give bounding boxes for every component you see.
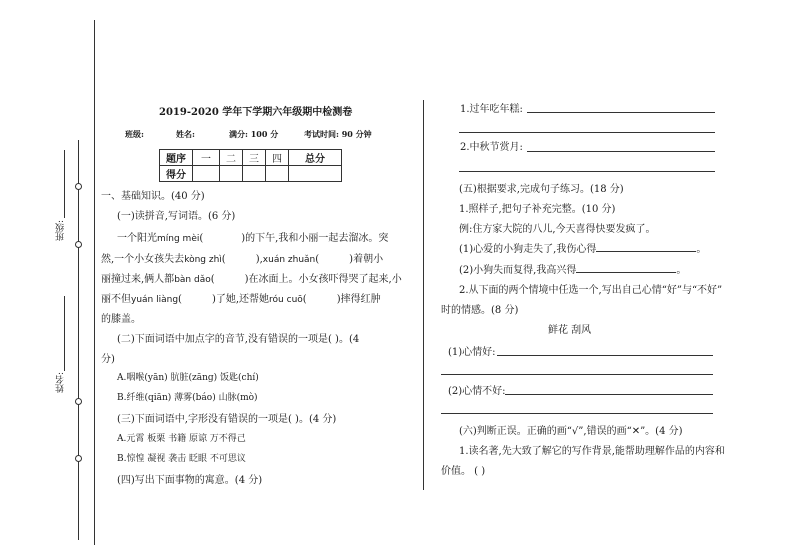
answer-line[interactable] bbox=[527, 112, 715, 113]
answer-line[interactable] bbox=[497, 355, 713, 356]
answer-line[interactable] bbox=[441, 374, 713, 375]
exam-time: 考试时间: 90 分钟 bbox=[304, 129, 372, 139]
answer-line[interactable] bbox=[459, 132, 715, 133]
option-3a: A.元霄 板栗 书籍 原谅 万不得己 bbox=[117, 434, 246, 444]
score-table bbox=[159, 149, 342, 182]
scene-options: 鲜花 刮风 bbox=[548, 325, 592, 336]
score-input-cell[interactable] bbox=[266, 166, 289, 182]
example-sentence: 例:住方家大院的八儿,今天喜得快要发疯了。 bbox=[459, 224, 656, 235]
class-label-vertical: 班级: bbox=[56, 220, 66, 242]
question-new-year-cake: 1.过年吃年糕: bbox=[460, 104, 523, 115]
score-input-cell[interactable] bbox=[243, 166, 266, 182]
score-cell: 三 bbox=[243, 150, 266, 166]
score-cell: 题序 bbox=[160, 150, 193, 166]
score-input-cell[interactable] bbox=[193, 166, 220, 182]
binding-hole-4 bbox=[75, 455, 82, 462]
passage-line-2: 然,一个小女孩失去kòng zhì( ),xuán zhuǎn( )着朝小 bbox=[101, 254, 384, 265]
passage-line-3: 丽撞过来,俩人都bàn dǎo( )在冰面上。小女孩吓得哭了起来,小 bbox=[101, 274, 402, 285]
pinyin: yuán liàng bbox=[131, 295, 179, 305]
option-a: A.咽喉(yān) 肮脏(zāng) 饭匙(chí) bbox=[117, 373, 259, 383]
fill-blank[interactable] bbox=[576, 262, 676, 273]
column-divider bbox=[423, 100, 424, 490]
sentence-1: (1)心爱的小狗走失了,我伤心得 。 bbox=[459, 240, 706, 255]
subsection-4-heading: (四)写出下面事物的寓意。(4 分) bbox=[117, 475, 263, 486]
score-cell: 一 bbox=[193, 150, 220, 166]
option-3b: B.惊惶 凝视 袭击 眨眼 不可思议 bbox=[117, 454, 246, 464]
subsection-2-heading-cont: 分) bbox=[101, 354, 115, 365]
score-table-score-row bbox=[160, 166, 342, 182]
class-field: 班级: bbox=[125, 129, 144, 139]
subsection-2-heading: (二)下面词语中加点字的音节,没有错误的一项是( )。(4 bbox=[117, 334, 360, 345]
score-cell: 二 bbox=[220, 150, 243, 166]
score-cell: 得分 bbox=[160, 166, 193, 182]
sentence-2: (2)小狗失而复得,我高兴得 。 bbox=[459, 261, 686, 276]
section-5-item-2: 2.从下面的两个情境中任选一个,写出自己心情“好”与“不好” bbox=[459, 285, 723, 296]
section-5-item-1: 1.照样子,把句子补充完整。(10 分) bbox=[459, 204, 616, 215]
judge-item-1: 1.读名著,先大致了解它的写作背景,能帮助理解作品的内容和 bbox=[459, 446, 725, 457]
binding-hole-1 bbox=[75, 183, 82, 190]
name-field-line bbox=[64, 296, 65, 371]
answer-line[interactable] bbox=[441, 413, 713, 414]
pinyin: xuán zhuǎn bbox=[262, 255, 316, 265]
binding-hole-2 bbox=[75, 241, 82, 248]
class-field-line bbox=[64, 150, 65, 218]
subsection-1-heading: (一)读拼音,写词语。(6 分) bbox=[117, 211, 236, 222]
pinyin: róu cuō bbox=[269, 295, 303, 305]
option-b: B.纤维(qiān) 薄雾(báo) 山脉(mò) bbox=[117, 393, 258, 403]
section-1-heading: 一、基础知识。(40 分) bbox=[101, 191, 205, 202]
section-5-heading: (五)根据要求,完成句子练习。(18 分) bbox=[459, 184, 624, 195]
bad-mood-label: (2)心情不好: bbox=[448, 386, 506, 397]
score-table-header-row bbox=[160, 150, 342, 166]
score-input-cell[interactable] bbox=[220, 166, 243, 182]
full-score: 满分: 100 分 bbox=[229, 129, 279, 139]
fill-blank[interactable] bbox=[596, 241, 696, 252]
answer-line[interactable] bbox=[459, 171, 715, 172]
score-input-cell[interactable] bbox=[289, 166, 342, 182]
good-mood-label: (1)心情好: bbox=[448, 347, 496, 358]
name-label-vertical: 姓名: bbox=[56, 372, 66, 394]
subsection-3-heading: (三)下面词语中,字形没有错误的一项是( )。(4 分) bbox=[117, 414, 337, 425]
name-field: 姓名: bbox=[176, 129, 195, 139]
question-mid-autumn: 2.中秋节赏月: bbox=[460, 142, 523, 153]
answer-line[interactable] bbox=[505, 394, 713, 395]
exam-title: 2019-2020 学年下学期六年级期中检测卷 bbox=[159, 107, 353, 118]
passage-line-5: 的膝盖。 bbox=[101, 314, 141, 325]
section-5-item-2-cont: 时的情感。(8 分) bbox=[441, 305, 519, 316]
binding-hole-3 bbox=[75, 398, 82, 405]
pinyin: míng mèi bbox=[157, 234, 200, 244]
judge-item-1-cont: 价值。 ( ) bbox=[441, 466, 486, 477]
passage-line-1: 一个阳光míng mèi( )的下午,我和小丽一起去溜冰。突 bbox=[117, 233, 389, 244]
pinyin: kòng zhì bbox=[184, 255, 222, 265]
pinyin: bàn dǎo bbox=[174, 275, 211, 285]
answer-line[interactable] bbox=[527, 151, 715, 152]
score-cell: 总分 bbox=[289, 150, 342, 166]
passage-line-4: 丽不但yuán liàng( )了她,还帮她róu cuō( )摔得红肿 bbox=[101, 294, 381, 305]
binding-line-inner bbox=[94, 20, 95, 545]
score-cell: 四 bbox=[266, 150, 289, 166]
section-6-heading: (六)判断正误。正确的画“√”,错误的画“✕”。(4 分) bbox=[459, 426, 683, 437]
binding-line-outer bbox=[78, 140, 79, 540]
